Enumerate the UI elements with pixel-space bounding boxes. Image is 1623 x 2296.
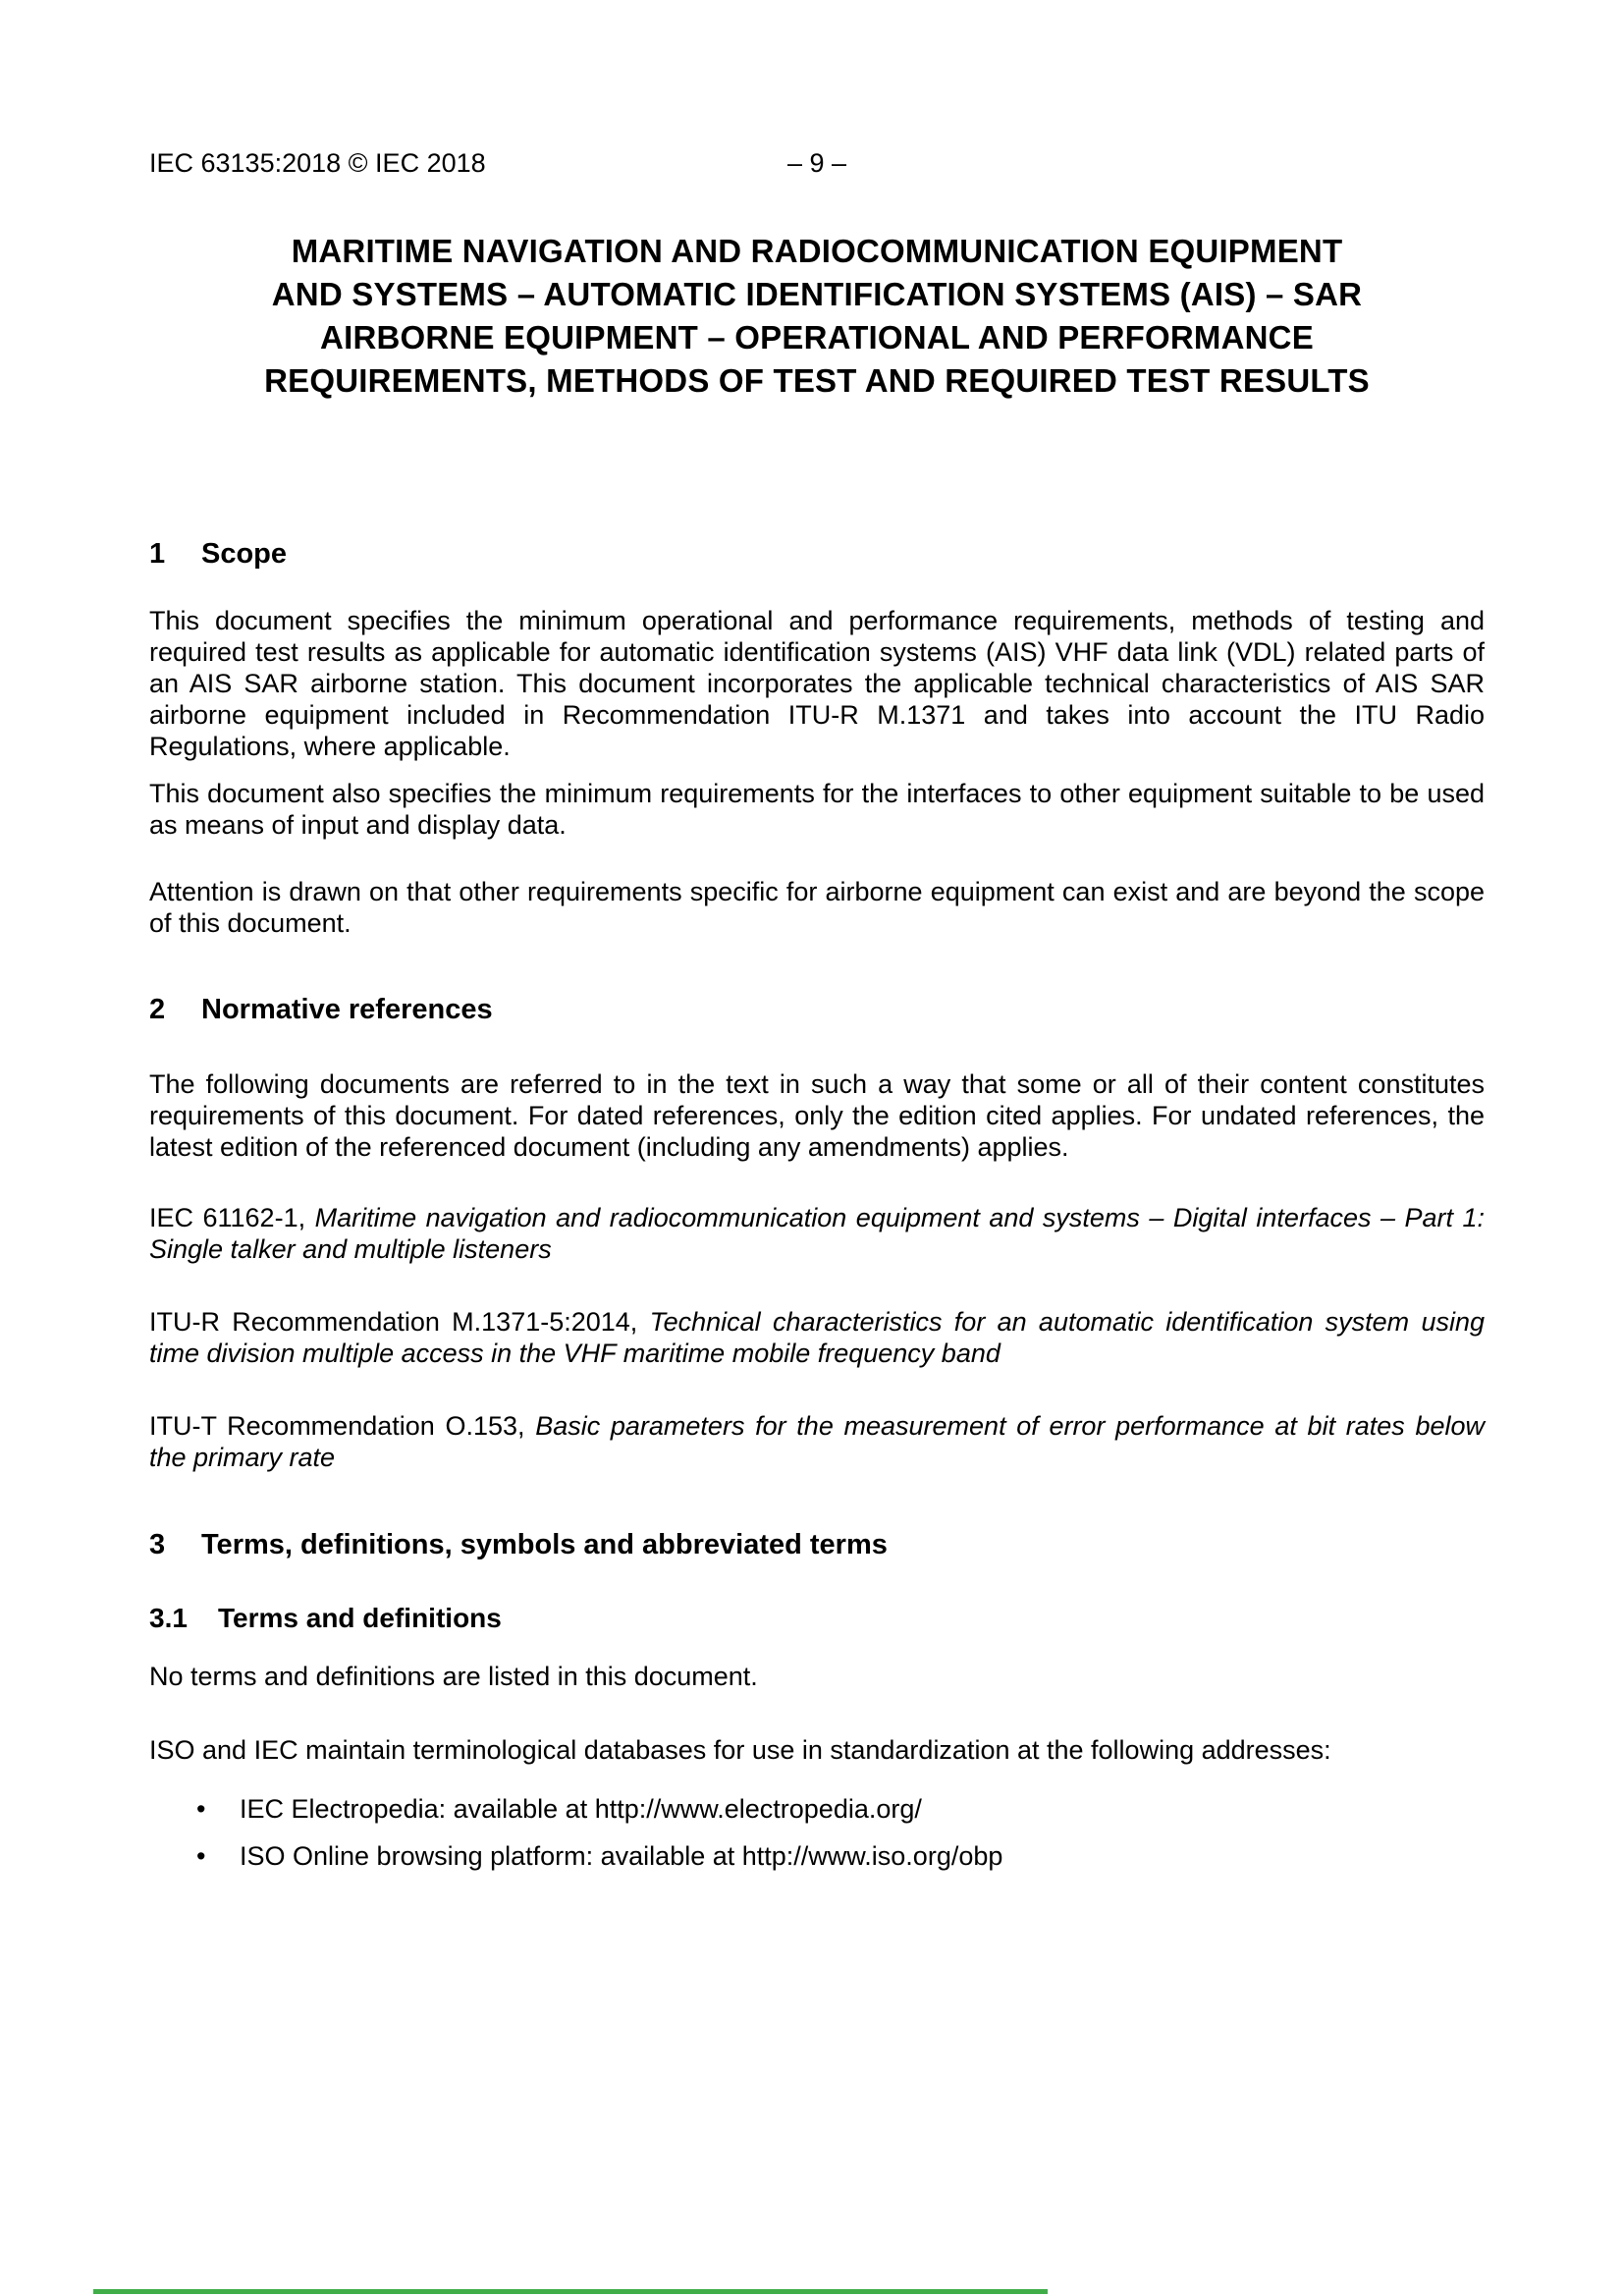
document-title-line: AND SYSTEMS – AUTOMATIC IDENTIFICATION SYSTEMS (AIS) – SAR	[271, 276, 1363, 312]
document-title-line: MARITIME NAVIGATION AND RADIOCOMMUNICATION EQUIPMENT	[291, 233, 1343, 269]
terms-no-terms-paragraph: No terms and definitions are listed in this document.	[149, 1662, 758, 1691]
document-title-line: REQUIREMENTS, METHODS OF TEST AND REQUIRED TEST RESULTS	[264, 362, 1370, 399]
list-item-text: IEC Electropedia: available at http://www.electropedia.org/	[240, 1794, 922, 1824]
terms-databases-paragraph: ISO and IEC maintain terminological databases for use in standardization at the following addresses:	[149, 1735, 1331, 1765]
section-number: 2	[149, 994, 166, 1025]
subsection-heading-label: Terms and definitions	[218, 1603, 502, 1633]
document-title-line: AIRBORNE EQUIPMENT – OPERATIONAL AND PERFORMANCE	[320, 319, 1314, 355]
bullet-icon: •	[196, 1794, 206, 1824]
section-heading-normative-references	[149, 992, 1485, 1027]
reference-entry	[149, 1306, 1485, 1369]
reference-id: ITU-T Recommendation O.153,	[149, 1411, 525, 1441]
reference-title: Basic parameters for the measurement of error performance at bit rates below the primary rate	[149, 1411, 1485, 1472]
subsection-number: 3.1	[149, 1603, 188, 1633]
section-heading-label: Scope	[201, 538, 288, 570]
reference-title: Technical characteristics for an automatic identification system using time division multiple access in the VHF maritime mobile frequency band	[149, 1307, 1485, 1368]
bullet-icon: •	[196, 1841, 206, 1871]
list-item-text: ISO Online browsing platform: available at http://www.iso.org/obp	[240, 1841, 1003, 1871]
section-heading-label: Terms, definitions, symbols and abbreviated terms	[201, 1529, 888, 1560]
running-header	[149, 147, 1485, 179]
section-heading-scope	[149, 536, 1485, 572]
reference-entry	[149, 1410, 1485, 1473]
scope-paragraph-3: Attention is drawn on that other requirements specific for airborne equipment can exist and are beyond the scope of this document.	[149, 877, 1485, 938]
subsection-heading-terms-definitions	[149, 1602, 1485, 1635]
reference-id: IEC 61162-1,	[149, 1203, 306, 1232]
reference-title: Maritime navigation and radiocommunication equipment and systems – Digital interfaces – Part 1: Single talker and multiple listeners	[149, 1203, 1485, 1264]
scope-paragraph-1: This document specifies the minimum operational and performance requirements, methods of testing and required test results as applicable for automatic identification systems (AIS) VHF data link (VDL) related parts of an AIS SAR airborne station. This document incorporates the applicable technical characteristics of AIS SAR airborne equipment included in Recommendation ITU-R M.1371 and takes into account the ITU Radio Regulations, where applicable.	[149, 606, 1485, 761]
document-reference: IEC 63135:2018 © IEC 2018	[149, 148, 486, 178]
page-content	[149, 0, 1485, 1872]
document-title	[149, 230, 1485, 403]
reference-id: ITU-R Recommendation M.1371-5:2014,	[149, 1307, 638, 1337]
section-number: 1	[149, 538, 166, 570]
page-number: – 9 –	[786, 148, 847, 178]
normative-intro-paragraph: The following documents are referred to in the text in such a way that some or all of their content constitutes requirements of this document. For dated references, only the edition cited applies. For undated references, the latest edition of the referenced document (including any amendments) applies.	[149, 1069, 1485, 1162]
footer-accent-bar	[93, 2289, 1048, 2294]
section-heading-label: Normative references	[201, 994, 493, 1025]
section-heading-terms	[149, 1527, 1485, 1562]
reference-entry	[149, 1202, 1485, 1265]
list-item	[196, 1840, 1485, 1872]
list-item	[196, 1793, 1485, 1825]
section-number: 3	[149, 1529, 166, 1560]
scope-paragraph-2: This document also specifies the minimum requirements for the interfaces to other equipment suitable to be used as means of input and display data.	[149, 779, 1485, 840]
